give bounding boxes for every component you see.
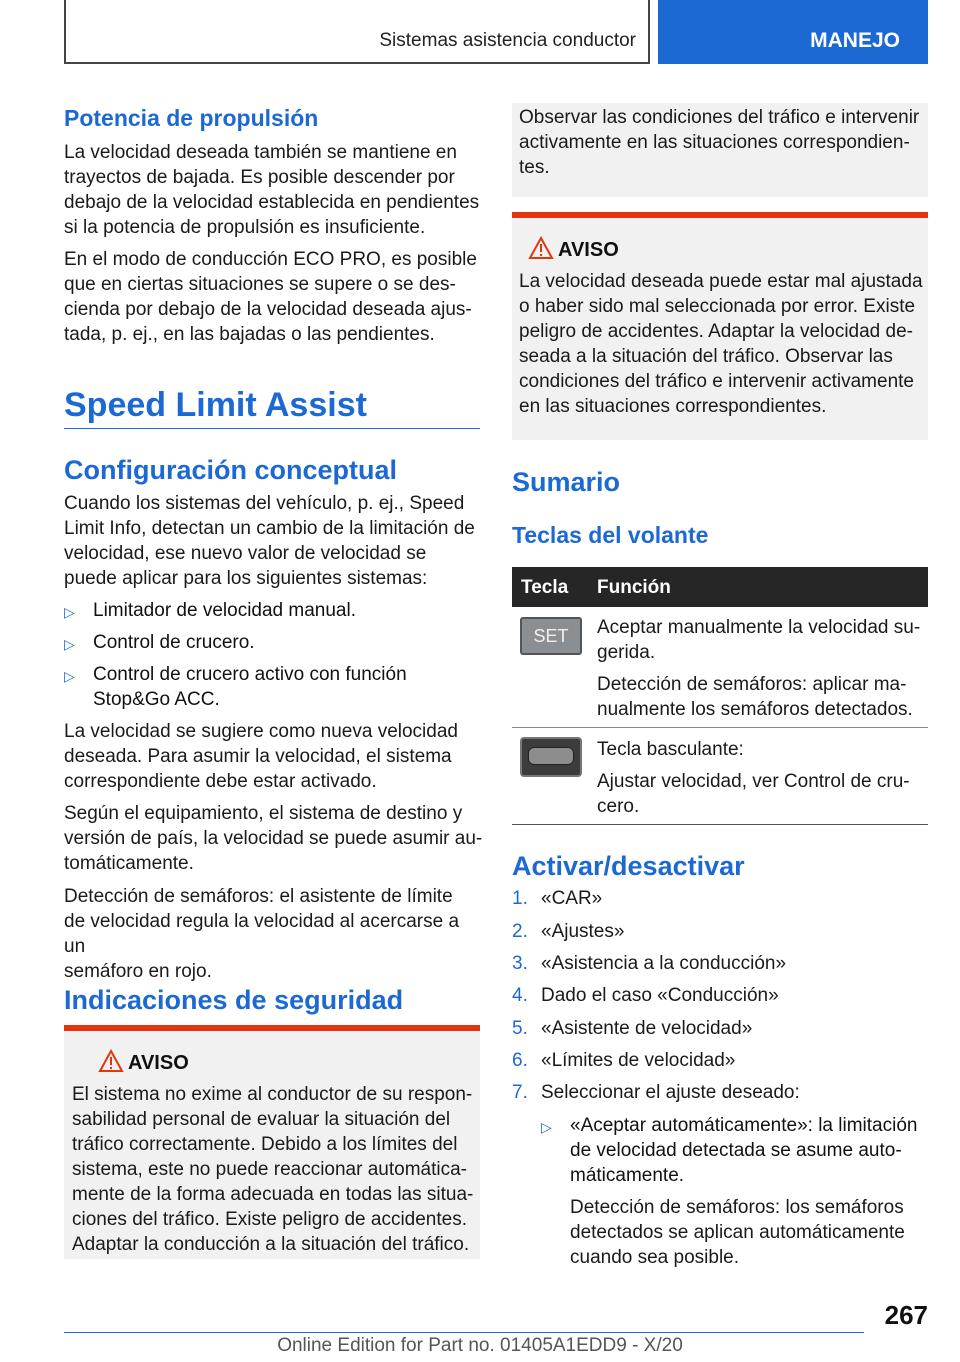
table-header-function: Función [597,577,671,598]
warning-bar [64,1025,480,1031]
section-tab [64,0,650,64]
paragraph-config-4: Detección de semáforos: el asistente de límite de velocidad regula la velocidad al acercarse a un semáforo en rojo. [64,886,460,982]
heading-indicaciones: Indicaciones de seguridad [64,985,404,1015]
triangle-bullet-icon: ▷ [64,604,75,620]
continued-warning-text: Observar las condiciones del tráfico e intervenir activamente en las situaciones correspondien- tes. [519,107,920,178]
warning-triangle-icon [98,1049,124,1073]
heading-activar: Activar/desactivar [512,851,745,881]
heading-potencia: Potencia de propulsión [64,105,319,131]
section-title: Sistemas asistencia conductor [379,30,636,51]
table-row-1-function-2: Detección de semáforos: aplicar ma- nualmente los semáforos detectados. [597,674,913,720]
heading-speed-limit-assist: Speed Limit Assist [64,386,367,424]
table-header-key: Tecla [521,577,569,598]
table-row-2-function-2: Ajustar velocidad, ver Control de cru- cero. [597,771,910,817]
warning-box [64,1025,480,1259]
heading-sumario: Sumario [512,467,621,497]
warning-triangle-icon [528,236,554,260]
chapter-title: MANEJO [810,29,900,52]
warning-bar [512,212,928,218]
triangle-bullet-icon: ▷ [64,636,75,652]
page-number: 267 [884,1300,928,1330]
table-header [512,567,928,607]
list-item: ▷ Control de crucero activo con función Stop&Go ACC. [64,664,407,710]
page-header [64,0,928,66]
paragraph-potencia-2: En el modo de conducción ECO PRO, es posible que en ciertas situaciones se supere o se des- cienda por debajo de la velocidad deseada ajus- tada, p. ej., en las bajadas o las pendientes. [64,249,477,345]
heading-configuracion: Configuración conceptual [64,455,398,485]
table-row-1-function: Aceptar manualmente la velocidad su- gerida. [597,617,921,663]
set-key-icon: SET [520,617,582,655]
sub-list-item: ▷ «Aceptar automáticamente»: la limitación de velocidad detectada se asume auto- máticamente. [541,1115,918,1186]
footer-edition: Online Edition for Part no. 01405A1EDD9 - X/20 [277,1335,683,1356]
heading-teclas: Teclas del volante [512,522,709,548]
table-row-2-function: Tecla basculante: [597,739,744,760]
list-item: ▷ Limitador de velocidad manual. [64,598,480,623]
triangle-bullet-icon: ▷ [541,1119,552,1135]
rocker-switch-icon [520,737,582,777]
paragraph-config-2: La velocidad se sugiere como nueva velocidad deseada. Para asumir la velocidad, el sistema correspondiente debe estar activado. [64,721,458,792]
warning-text: La velocidad deseada puede estar mal ajustada o haber sido mal seleccionada por error. Existe peligro de accidentes. Adaptar la velocidad de- seada a la situación del tráfico. Observar las condiciones del tráfico e intervenir activamente en las situaciones correspondientes. [519,271,923,417]
sub-paragraph: Detección de semáforos: los semáforos detectados se aplican automáticamente cuando sea posible. [570,1197,905,1268]
warning-label: AVISO [128,1052,189,1074]
heading-rule [64,428,480,429]
warning-text: El sistema no exime al conductor de su respon- sabilidad personal de evaluar la situación del tráfico correctamente. Debido a los límites del sistema, este no puede reaccionar automática- mente de la forma adecuada en todas las situa- ciones del tráfico. Existe peligro de accidentes. Adaptar la conducción a la situación del tráfico. [72,1084,474,1255]
warning-label: AVISO [558,239,619,261]
paragraph-config-3: Según el equipamiento, el sistema de destino y versión de país, la velocidad se puede asumir au- tomáticamente. [64,803,483,874]
list-item: ▷ Control de crucero. [64,630,480,655]
chapter-tab [658,0,928,64]
table-row-divider [512,727,928,728]
warning-box [512,212,928,440]
triangle-bullet-icon: ▷ [64,668,75,684]
footer-rule [64,1332,864,1333]
paragraph-config-1: Cuando los sistemas del vehículo, p. ej., Speed Limit Info, detectan un cambio de la limitación de velocidad, ese nuevo valor de velocidad se puede aplicar para los siguientes sistemas: [64,493,475,589]
table-bottom-rule [512,824,928,825]
paragraph-potencia-1: La velocidad deseada también se mantiene en trayectos de bajada. Es posible descender por debajo de la velocidad establecida en pendientes si la potencia de propulsión es insuficiente. [64,142,480,238]
continued-warning-box [512,103,928,197]
